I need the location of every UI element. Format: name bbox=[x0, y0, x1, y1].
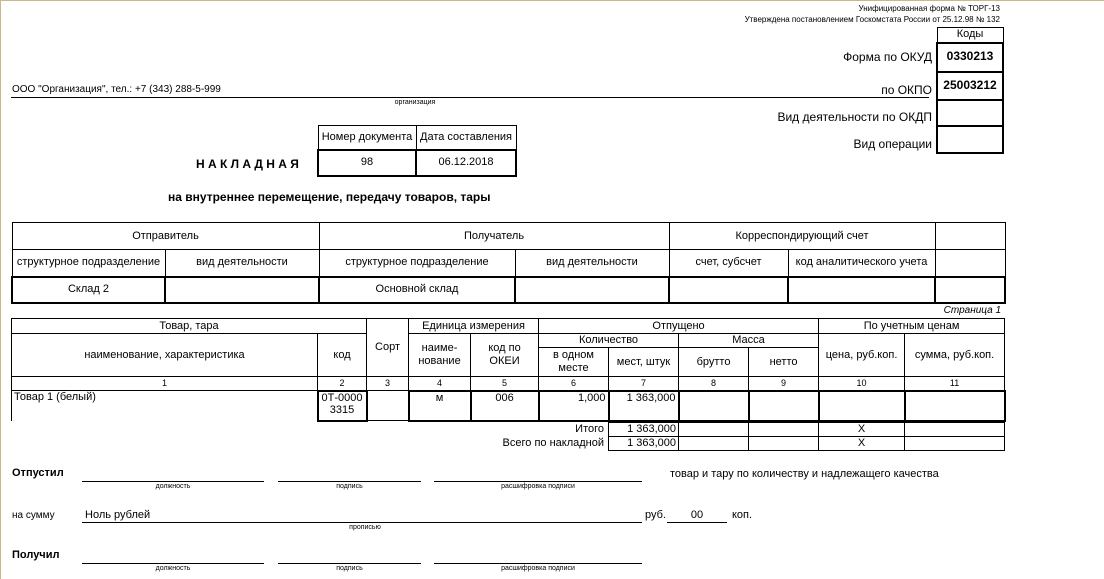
row-sum bbox=[905, 391, 1005, 421]
doc-number-table bbox=[317, 125, 517, 177]
doc-number-header: Номер документа bbox=[318, 126, 416, 150]
row-net bbox=[749, 391, 819, 421]
received-signature-caption: подпись bbox=[336, 565, 363, 572]
places-header: мест, штук bbox=[609, 348, 679, 377]
qty-header: Количество bbox=[539, 334, 679, 348]
sender-activity bbox=[165, 277, 319, 303]
grand-places: 1 363,000 bbox=[609, 437, 679, 451]
doc-date: 06.12.2018 bbox=[416, 150, 516, 176]
total-label: Итого bbox=[575, 423, 604, 435]
analytic-code-header: код аналитического учета bbox=[788, 250, 935, 277]
okud-label: Форма по ОКУД bbox=[843, 50, 932, 64]
grand-total-label: Всего по накладной bbox=[502, 437, 604, 449]
received-decoding-line bbox=[434, 563, 642, 564]
form-title: Унифицированная форма № ТОРГ-13 bbox=[858, 4, 1000, 13]
okdp-value bbox=[937, 100, 1003, 126]
in-one-header bbox=[539, 348, 609, 377]
row-in-one: 1,000 bbox=[539, 391, 609, 421]
frame-border-top bbox=[0, 0, 1104, 1]
okud-value: 0330213 bbox=[937, 43, 1003, 72]
name-header: наименование, характеристика bbox=[12, 334, 318, 377]
kop-label: коп. bbox=[732, 509, 753, 521]
okpo-value: 25003212 bbox=[937, 72, 1003, 100]
okei-header-line1: код по bbox=[488, 342, 521, 355]
unit-name-header-line1: наиме- bbox=[421, 342, 458, 355]
receiver-unit: Основной склад bbox=[319, 277, 515, 303]
organization-caption: организация bbox=[394, 99, 436, 106]
okdp-label: Вид деятельности по ОКДП bbox=[777, 110, 932, 124]
released-position-caption: должность bbox=[155, 483, 191, 490]
released-position-line bbox=[82, 481, 264, 482]
col-number: 3 bbox=[367, 377, 409, 391]
on-sum-label: на сумму bbox=[12, 510, 55, 521]
net-header: нетто bbox=[749, 348, 819, 377]
in-one-header-line2: месте bbox=[558, 362, 589, 374]
sender-header: Отправитель bbox=[12, 223, 319, 250]
mass-header: Масса bbox=[679, 334, 819, 348]
row-okei: 006 bbox=[471, 391, 539, 421]
goods-table bbox=[11, 318, 1006, 422]
frame-border-left bbox=[0, 0, 1, 579]
goods-header: Товар, тара bbox=[12, 319, 367, 334]
kop-line bbox=[667, 522, 727, 523]
in-one-header-line1: в одном bbox=[553, 349, 594, 362]
subaccount bbox=[669, 277, 788, 303]
totals-table bbox=[608, 422, 1005, 451]
okei-header bbox=[471, 334, 539, 377]
column-numbers-row bbox=[12, 377, 1005, 391]
analytic-code bbox=[788, 277, 935, 303]
parties-table bbox=[11, 222, 1006, 304]
empty-cell bbox=[935, 223, 1005, 250]
okei-header-line2: ОКЕИ bbox=[489, 355, 520, 367]
doc-number: 98 bbox=[318, 150, 416, 176]
grand-gross bbox=[679, 437, 749, 451]
released-decoding-line bbox=[434, 481, 642, 482]
released-decoding-caption: расшифровка подписи bbox=[501, 483, 575, 490]
col-number: 8 bbox=[679, 377, 749, 391]
grand-sum bbox=[905, 437, 1005, 451]
released-signature-line bbox=[278, 481, 421, 482]
col-number: 9 bbox=[749, 377, 819, 391]
page-label: Страница 1 bbox=[943, 305, 1001, 316]
row-gross bbox=[679, 391, 749, 421]
released-header: Отпущено bbox=[539, 319, 819, 334]
organization-line bbox=[11, 97, 929, 98]
row-places: 1 363,000 bbox=[609, 391, 679, 421]
col-number: 1 bbox=[12, 377, 318, 391]
operation-label: Вид операции bbox=[853, 137, 932, 151]
received-signature-line bbox=[278, 563, 421, 564]
kop-value: 00 bbox=[690, 509, 704, 521]
organization-name: ООО "Организация", тел.: +7 (343) 288-5-999 bbox=[12, 84, 221, 95]
received-decoding-caption: расшифровка подписи bbox=[501, 565, 575, 572]
unit-name-header-line2: нование bbox=[418, 355, 461, 367]
total-sum bbox=[905, 423, 1005, 437]
table-row bbox=[12, 391, 1005, 421]
total-row bbox=[609, 423, 1005, 437]
rub-label: руб. bbox=[645, 509, 666, 521]
sum-in-words: Ноль рублей bbox=[85, 509, 151, 521]
sender-activity-header: вид деятельности bbox=[165, 250, 319, 277]
row-price bbox=[819, 391, 905, 421]
unit-header: Единица измерения bbox=[409, 319, 539, 334]
total-price: X bbox=[819, 423, 905, 437]
subaccount-header: счет, субсчет bbox=[669, 250, 788, 277]
document-title: Н А К Л А Д Н А Я bbox=[196, 157, 299, 171]
gross-header: брутто bbox=[679, 348, 749, 377]
col-number: 2 bbox=[318, 377, 367, 391]
goods-note: товар и тару по количеству и надлежащего качества bbox=[670, 468, 939, 480]
total-places: 1 363,000 bbox=[609, 423, 679, 437]
grand-price: X bbox=[819, 437, 905, 451]
total-net bbox=[749, 423, 819, 437]
in-words-caption: прописью bbox=[349, 524, 381, 531]
receiver-activity-header: вид деятельности bbox=[515, 250, 669, 277]
receiver-activity bbox=[515, 277, 669, 303]
row-code bbox=[318, 391, 367, 421]
okpo-label: по ОКПО bbox=[881, 83, 932, 97]
row-sort bbox=[367, 391, 409, 421]
total-gross bbox=[679, 423, 749, 437]
sender-unit: Склад 2 bbox=[12, 277, 165, 303]
operation-value bbox=[937, 126, 1003, 153]
released-label: Отпустил bbox=[12, 467, 64, 479]
unit-name-header bbox=[409, 334, 471, 377]
received-position-line bbox=[82, 563, 264, 564]
col-number: 4 bbox=[409, 377, 471, 391]
account-header: Корреспондирующий счет bbox=[669, 223, 935, 250]
row-name: Товар 1 (белый) bbox=[12, 391, 318, 421]
codes-header: Коды bbox=[937, 28, 1003, 43]
receiver-header: Получатель bbox=[319, 223, 669, 250]
received-label: Получил bbox=[12, 549, 60, 561]
row-unit: м bbox=[409, 391, 471, 421]
sort-header: Сорт bbox=[367, 319, 409, 377]
grand-total-row bbox=[609, 437, 1005, 451]
col-number: 7 bbox=[609, 377, 679, 391]
empty-cell bbox=[935, 250, 1005, 277]
price-header: цена, руб.коп. bbox=[819, 334, 905, 377]
col-number: 6 bbox=[539, 377, 609, 391]
sum-words-line bbox=[82, 522, 642, 523]
doc-date-header: Дата составления bbox=[416, 126, 516, 150]
sum-header: сумма, руб.коп. bbox=[905, 334, 1005, 377]
col-number: 11 bbox=[905, 377, 1005, 391]
col-number: 5 bbox=[471, 377, 539, 391]
received-position-caption: должность bbox=[155, 565, 191, 572]
row-code-line2: 3315 bbox=[329, 404, 355, 417]
empty-cell bbox=[935, 277, 1005, 303]
approved-note: Утверждена постановлением Госкомстата России от 25.12.98 № 132 bbox=[744, 15, 1000, 24]
sender-struct-unit-header: структурное подразделение bbox=[12, 250, 165, 277]
document-subtitle: на внутреннее перемещение, передачу товаров, тары bbox=[168, 190, 491, 204]
code-header: код bbox=[318, 334, 367, 377]
col-number: 10 bbox=[819, 377, 905, 391]
codes-table bbox=[936, 27, 1004, 154]
receiver-struct-unit-header: структурное подразделение bbox=[319, 250, 515, 277]
row-code-line1: 0Т-0000 bbox=[321, 391, 363, 404]
prices-header: По учетным ценам bbox=[819, 319, 1005, 334]
grand-net bbox=[749, 437, 819, 451]
released-signature-caption: подпись bbox=[336, 483, 363, 490]
